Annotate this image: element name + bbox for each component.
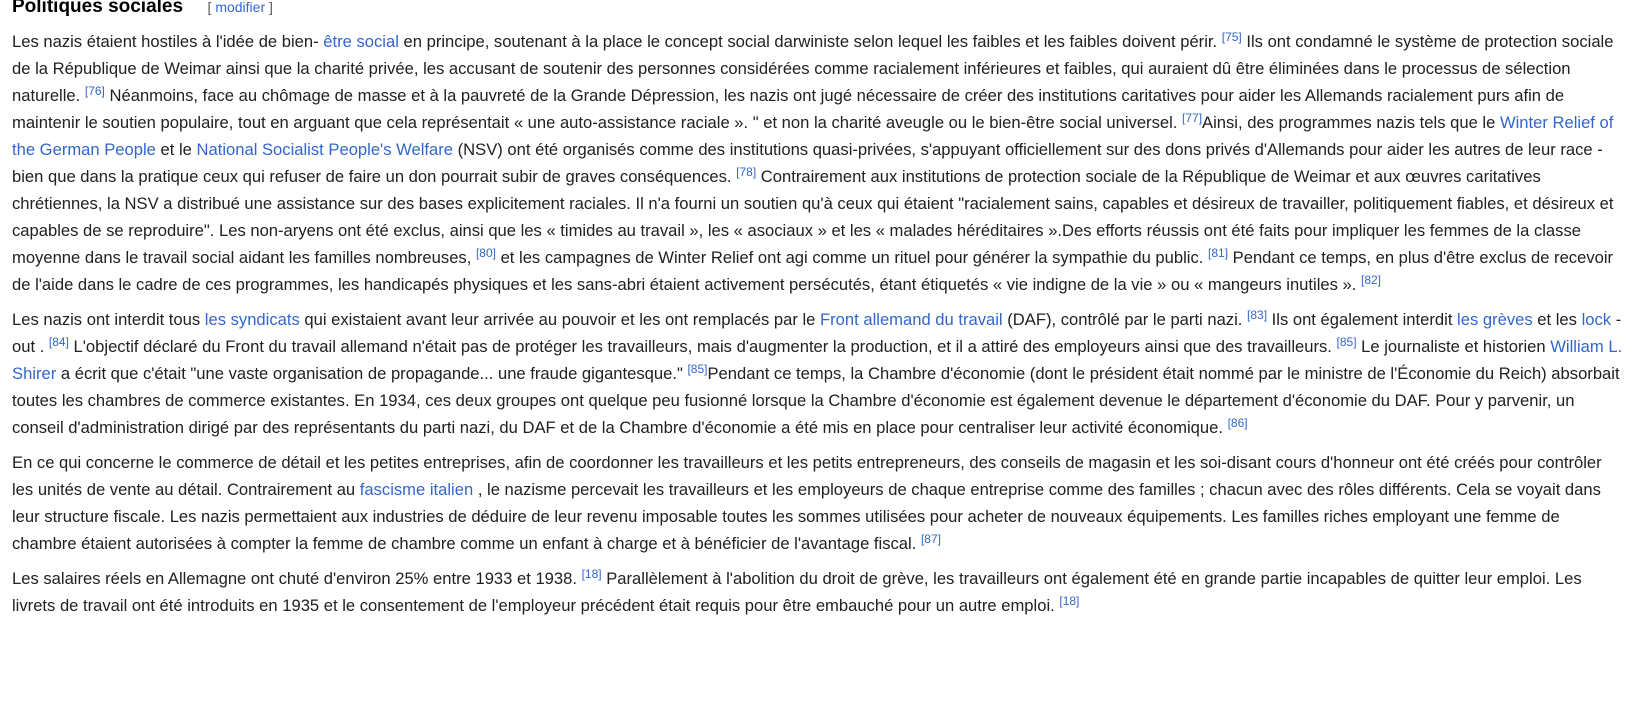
- article-link[interactable]: Winter Relief of the German People: [12, 113, 1614, 159]
- edit-bracket-close: ]: [269, 0, 273, 15]
- citation-ref[interactable]: [81]: [1208, 246, 1229, 260]
- citation-ref[interactable]: [83]: [1247, 308, 1268, 322]
- body-text: Les nazis étaient hostiles à l'idée de bien-: [12, 32, 324, 51]
- body-text: Les nazis ont interdit tous: [12, 310, 205, 329]
- body-text: -out .: [12, 310, 1622, 356]
- citation-ref[interactable]: [18]: [581, 567, 602, 581]
- article-link[interactable]: National Socialist People's Welfare: [196, 140, 454, 159]
- edit-section: [208, 0, 273, 15]
- body-text: Parallèlement à l'abolition du droit de grève, les travailleurs ont également été en grande partie incapables de quitter leur emploi. Les livrets de travail ont été introduits en 1935 et le consentement de l'employeur précédent était requis pour être embauché pour un autre emploi.: [12, 569, 1582, 615]
- edit-bracket-open: [: [207, 0, 212, 15]
- body-text: Le journaliste et historien: [1356, 337, 1551, 356]
- article-link[interactable]: fascisme italien: [359, 480, 474, 499]
- article-link[interactable]: les syndicats: [204, 310, 300, 329]
- section-heading: [12, 0, 1624, 18]
- citation-ref[interactable]: [75]: [1221, 30, 1242, 44]
- body-text: qui existaient avant leur arrivée au pouvoir et les ont remplacés par le: [299, 310, 820, 329]
- body-text: a écrit que c'était "une vaste organisation de propagande... une fraude gigantesque.": [56, 364, 688, 383]
- paragraph: [12, 565, 1624, 619]
- citation-ref[interactable]: [78]: [736, 165, 757, 179]
- body-text: (DAF), contrôlé par le parti nazi.: [1002, 310, 1248, 329]
- body-text: Les salaires réels en Allemagne ont chuté d'environ 25% entre 1933 et 1938.: [12, 569, 582, 588]
- body-text: Contrairement aux institutions de protection sociale de la République de Weimar et aux œuvres caritatives chrétiennes, la NSV a distribué une assistance sur des bases explicitement raciales. Il n'a fourni un soutien qu'à ceux qui étaient "racialement sains, capables et désireux de travailler, politiquement fiables, et désireux et capables de se reproduire". Les non-aryens ont été exclus, ainsi que les « timides au travail », les « asociaux » et les « malades héréditaires ».Des efforts réussis ont été faits pour impliquer les femmes de la classe moyenne dans le travail social aidant les familles nombreuses,: [12, 167, 1614, 267]
- body-text: et les campagnes de Winter Relief ont agi comme un rituel pour générer la sympathie du public.: [495, 248, 1209, 267]
- citation-ref[interactable]: [85]: [687, 362, 708, 376]
- paragraph: [12, 306, 1624, 441]
- body-text: Pendant ce temps, en plus d'être exclus de recevoir de l'aide dans le cadre de ces programmes, les handicapés physiques et les sans-abri étaient activement persécutés, étant étiquetés « vie indigne de la vie » ou « mangeurs inutiles ».: [12, 248, 1614, 294]
- article-content: [12, 0, 1624, 627]
- article-link[interactable]: William L. Shirer: [12, 337, 1623, 383]
- citation-ref[interactable]: [18]: [1059, 594, 1080, 608]
- body-text: L'objectif déclaré du Front du travail allemand n'était pas de protéger les travailleurs, mais d'augmenter la production, et il a attiré des employeurs ainsi que des travailleurs.: [68, 337, 1337, 356]
- body-text: et le: [155, 140, 197, 159]
- edit-link[interactable]: modifier: [215, 0, 266, 15]
- citation-ref[interactable]: [86]: [1227, 416, 1248, 430]
- article-link[interactable]: être social: [323, 32, 399, 51]
- article-link[interactable]: lock: [1581, 310, 1612, 329]
- body-text: en principe, soutenant à la place le concept social darwiniste selon lequel les faibles et les faibles doivent périr.: [398, 32, 1222, 51]
- body-text: Ils ont également interdit: [1267, 310, 1458, 329]
- citation-ref[interactable]: [76]: [84, 84, 105, 98]
- paragraph: [12, 449, 1624, 557]
- citation-ref[interactable]: [87]: [920, 532, 941, 546]
- citation-ref[interactable]: [85]: [1336, 335, 1357, 349]
- paragraph: [12, 28, 1624, 298]
- body-text: Pendant ce temps, la Chambre d'économie (dont le président était nommé par le ministre de l'Économie du Reich) absorbait toutes les chambres de commerce existantes. En 1934, ces deux groupes ont quelque peu fusionné lorsque la Chambre d'économie est également devenue le département d'économie du DAF. Pour y parvenir, un conseil d'administration dirigé par des représentants du parti nazi, du DAF et de la Chambre d'économie a été mis en place pour centraliser leur activité économique.: [12, 364, 1620, 437]
- citation-ref[interactable]: [82]: [1360, 273, 1381, 287]
- citation-ref[interactable]: [77]: [1182, 111, 1203, 125]
- section-title: Politiques sociales: [12, 0, 184, 17]
- body-text: (NSV) ont été organisés comme des institutions quasi-privées, s'appuyant officiellement sur des dons privés d'Allemands pour aider les autres de leur race - bien que dans la pratique ceux qui refuser de faire un don pourrait subir de graves conséquences.: [12, 140, 1603, 186]
- body-text: Ainsi, des programmes nazis tels que le: [1202, 113, 1500, 132]
- body-text: , le nazisme percevait les travailleurs et les employeurs de chaque entreprise comme des familles ; chacun avec des rôles différents. Cela se voyait dans leur structure fiscale. Les nazis permettaient aux industries de déduire de leur revenu imposable toutes les sommes utilisées pour acheter de nouveaux équipements. Les familles riches employant une femme de chambre étaient autorisées à compter la femme de chambre comme un enfant à charge et à bénéficier de l'avantage fiscal.: [12, 480, 1601, 553]
- article-link[interactable]: Front allemand du travail: [820, 310, 1003, 329]
- body-text: et les: [1532, 310, 1582, 329]
- citation-ref[interactable]: [80]: [475, 246, 496, 260]
- body-text: Néanmoins, face au chômage de masse et à la pauvreté de la Grande Dépression, les nazis ont jugé nécessaire de créer des institutions caritatives pour aider les Allemands racialement purs afin de maintenir le soutien populaire, tout en arguant que cela représentait « une auto-assistance raciale ». " et non la charité aveugle ou le bien-être social universel.: [12, 86, 1565, 132]
- section-body: [12, 28, 1624, 619]
- body-text: Ils ont condamné le système de protection sociale de la République de Weimar ainsi que la charité privée, les accusant de soutenir des personnes considérées comme racialement inférieures et faibles, qui auraient dû être éliminées dans le processus de sélection naturelle.: [12, 32, 1614, 105]
- article-link[interactable]: les grèves: [1457, 310, 1533, 329]
- citation-ref[interactable]: [84]: [48, 335, 69, 349]
- body-text: En ce qui concerne le commerce de détail et les petites entreprises, afin de coordonner les travailleurs et les petits entrepreneurs, des conseils de magasin et les soi-disant cours d'honneur ont été créés pour contrôler les unités de vente au détail. Contrairement au: [12, 453, 1602, 499]
